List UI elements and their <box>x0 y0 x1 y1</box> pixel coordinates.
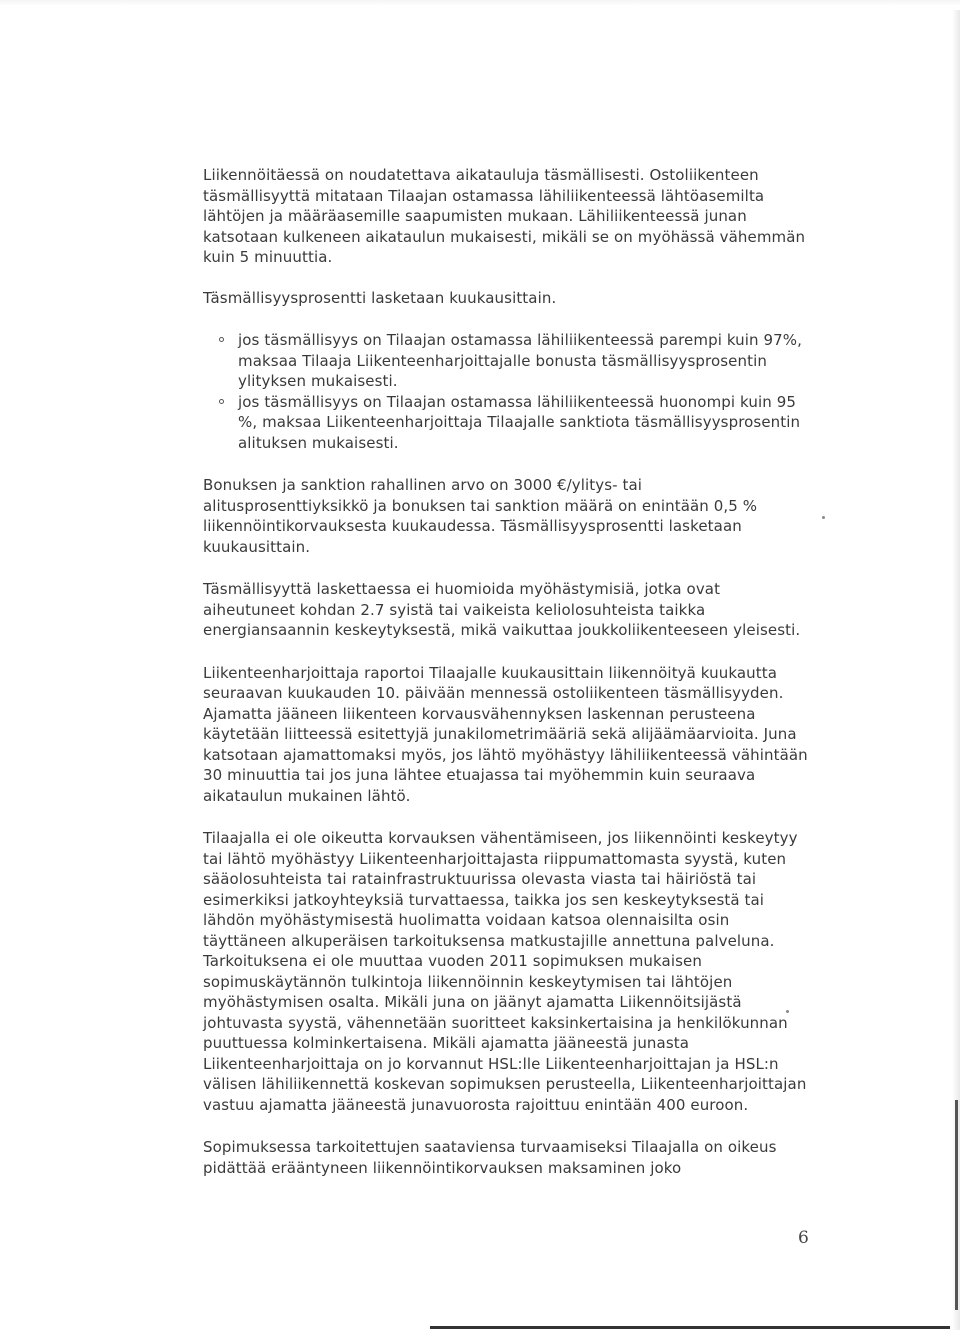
paragraph-compensation-rights: Tilaajalla ei ole oikeutta korvauksen vähentämiseen, jos liikennöinti keskeytyy tai lähtö myöhästyy Liikenteenharjoittajasta riippumattomasta syystä, kuten sääolosuhteista tai ratainfrastruktuurissa olevasta viasta tai häiriöstä tai esimerkiksi jatkoyhteyksiä turvattaessa, taikka jos sen keskeytyksestä tai lähdön myöhästymisestä huolimatta voidaan katsoa olennaisilta osin täyttäneen alkuperäisen tarkoituksensa matkustajille annettuna palveluna. Tarkoituksena ei ole muuttaa vuoden 2011 sopimuksen mukaisen sopimuskäytännön tulkintoja liikennöinnin keskeytymisen tai lähtöjen myöhästymisen osalta. Mikäli juna on jäänyt ajamatta Liikennöitsijästä johtuvasta syystä, vähennetään suoritteet kaksinkertaisina ja henkilökunnan puuttuessa kolminkertaisena. Mikäli ajamatta jääneestä junasta Liikenteenharjoittaja on jo korvannut HSL:lle Liikenteenharjoittajan ja HSL:n välisen lähiliikennettä koskevan sopimuksen perusteella, Liikenteenharjoittajan vastuu ajamatta jääneestä junavuorosta rajoittuu enintään 400 euroon. <box>203 829 807 1114</box>
list-item-bonus <box>238 330 808 392</box>
bullet-icon <box>219 399 224 404</box>
paragraph-bonus-value: Bonuksen ja sanktion rahallinen arvo on 3000 €/ylitys- tai alitusprosenttiyksikkö ja bonuksen tai sanktion määrä on enintään 0,5 % liikennöintikorvauksesta kuukaudessa. Täsmällisyysprosentti lasketaan kuukausittain. <box>203 476 758 556</box>
scan-artifact-right-mark <box>955 1100 958 1310</box>
bullet-icon <box>219 337 224 342</box>
scan-artifact-bottom-line <box>430 1326 950 1329</box>
list-item-sanction-text: jos täsmällisyys on Tilaajan ostamassa lähiliikenteessä huonompi kuin 95 %, maksaa Liikenteenharjoittaja Tilaajalle sanktiota täsmällisyysprosentin alituksen mukaisesti. <box>238 392 801 452</box>
scan-edge-top <box>0 0 960 6</box>
document-page <box>203 165 808 1200</box>
list-item-bonus-text: jos täsmällisyys on Tilaajan ostamassa lähiliikenteessä parempi kuin 97%, maksaa Tilaaja Liikenteenharjoittajalle bonusta täsmällisyysprosentin ylityksen mukaisesti. <box>238 331 803 390</box>
paragraph-reporting: Liikenteenharjoittaja raportoi Tilaajalle kuukausittain liikennöityä kuukautta seuraavan kuukauden 10. päivään mennessä ostoliikenteen täsmällisyyden. Ajamatta jääneen liikenteen korvausvähennyksen laskennan perusteena käytetään liitteessä esitettyjä junakilometrimääriä sekä alijäämäarvioita. Juna katsotaan ajamattomaksi myös, jos lähtö myöhästyy lähiliikenteessä vähintään 30 minuuttia tai jos juna lähtee etuajassa tai myöhemmin kuin seuraava aikataulun mukainen lähtö. <box>203 663 808 805</box>
paragraph-punctuality-intro: Liikennöitäessä on noudatettava aikatauluja täsmällisesti. Ostoliikenteen täsmällisyyttä mitataan Tilaajan ostamassa lähiliikenteessä lähtöasemilta lähtöjen ja määräasemille saapumisten mukaan. Lähiliikenteessä junan katsotaan kulkeneen aikataulun mukaisesti, mikäli se on myöhässä vähemmän kuin 5 minuuttia. <box>203 166 806 266</box>
paragraph-monthly-calculation: Täsmällisyysprosentti lasketaan kuukausittain. <box>203 288 557 307</box>
page-number: 6 <box>798 1228 809 1248</box>
list-item-sanction <box>238 392 808 454</box>
paragraph-receivables: Sopimuksessa tarkoitettujen saataviensa turvaamiseksi Tilaajalla on oikeus pidättää erääntyneen liikennöintikorvauksen maksaminen joko <box>203 1138 777 1177</box>
bonus-sanction-list <box>203 330 808 453</box>
scan-speck <box>822 516 825 519</box>
paragraph-exclusions: Täsmällisyyttä laskettaessa ei huomioida myöhästymisiä, jotka ovat aiheutuneet kohdan 2.7 syistä tai vaikeista keliolosuhteista taikka energiansaannin keskeytyksestä, mikä vaikuttaa joukkoliikenteeseen yleisesti. <box>203 580 801 639</box>
